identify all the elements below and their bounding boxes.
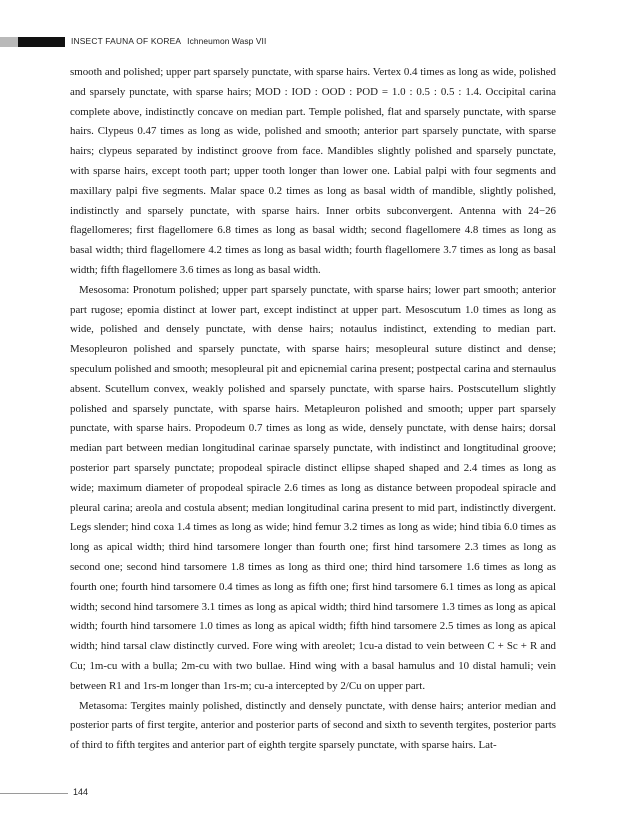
series-title: INSECT FAUNA OF KOREA	[71, 36, 182, 46]
running-header	[71, 36, 266, 46]
paragraph-metasoma: Metasoma: Tergites mainly polished, distinctly and densely punctate, with dense hairs; anterior median and posterior parts of first tergite, anterior and posterior parts of second and sixth to seventh tergites, posterior parts of third to fifth tergites and anterior part of eighth tergite sparsely punctate, with sparse hairs. Lat-	[70, 699, 556, 752]
paragraph-head: smooth and polished; upper part sparsely punctate, with sparse hairs. Vertex 0.4 times as long as wide, polished and sparsely punctate, with sparse hairs; MOD : IOD : OOD : POD = 1.0 : 0.5 : 0.5 : 1.4. Occipital carina complete above, indistinctly concave on median part. Temple polished, flat and sparsely punctate, with sparse hairs. Clypeus 0.47 times as long as wide, polished and smooth; anterior part sparsely punctate, with sparse hairs; clypeus separated by indistinct groove from face. Mandibles slightly polished and sparsely punctate, with sparse hairs, except tooth part; upper tooth longer than lower one. Labial palpi with four segments and maxillary palpi five segments. Malar space 0.2 times as long as basal width of mandible, slightly polished, indistinctly and sparsely punctate, with sparse hairs. Inner orbits subconvergent. Antenna with 24−26 flagellomeres; first flagellomere 6.8 times as long as basal width; second flagellomere 4.8 times as long as basal width; third flagellomere 4.2 times as long as basal width; fourth flagellomere 3.7 times as long as basal width; fifth flagellomere 3.6 times as long as basal width.	[70, 66, 556, 276]
header-black-bar	[18, 37, 65, 47]
paragraph-mesosoma: Mesosoma: Pronotum polished; upper part sparsely punctate, with sparse hairs; lower part smooth; anterior part rugose; epomia distinct at lower part, except indistinct at upper part. Mesoscutum 1.0 times as long as wide, polished and densely punctate, with dense hairs; notaulus indistinct, extending to median part. Mesopleuron polished and sparsely punctate, with sparse hairs; mesopleural suture distinct and dense; speculum polished and smooth; mesopleural pit and epicnemial carina present; postpectal carina and sternaulus absent. Scutellum convex, weakly polished and sparsely punctate, with sparse hairs. Postscutellum slightly polished and sparsely punctate, with sparse hairs. Metapleuron polished and smooth; upper part sparsely punctate, with sparse hairs. Propodeum 0.7 times as long as wide, densely punctate, with dense hairs; dorsal median part between median longitudinal carinae sparsely punctate, with indistinct and longtitudinal groove; posterior part sparsely punctate; propodeal spiracle distinct ellipse shaped shaped and 2.4 times as long as wide; maximum diameter of propodeal spiracle 2.6 times as long as distance between propodeal spiracle and pleural carina; areola and costula absent; median longitudinal carina present to mid part, indistinctly divergent. Legs slender; hind coxa 1.4 times as long as wide; hind femur 3.2 times as long as wide; hind tibia 6.0 times as long as apical width; third hind tarsomere longer than fourth one; first hind tarsomere 2.3 times as long as second one; second hind tarsomere 1.8 times as long as third one; third hind tarsomere 1.6 times as long as fourth one; fourth hind tarsomere 0.4 times as long as fifth one; first hind tarsomere 6.1 times as long as apical width; second hind tarsomere 3.1 times as long as apical width; third hind tarsomere 1.3 times as long as apical width; fourth hind tarsomere 1.0 times as long as apical width; fifth hind tarsomere 2.5 times as long as apical width; hind tarsal claw distinctly curved. Fore wing with areolet; 1cu-a distad to vein between C + Sc + R and Cu; 1m-cu with a bulla; 2m-cu with two bullae. Hind wing with a basal hamulus and 10 distal hamuli; vein between R1 and 1rs-m longer than 1rs-m; cu-a intercepted by 2/Cu on upper part.	[70, 283, 556, 692]
header-grey-bar	[0, 37, 18, 47]
footer-rule	[0, 793, 68, 794]
page-number: 144	[73, 787, 89, 797]
body-text	[70, 63, 556, 756]
volume-title: Ichneumon Wasp VII	[187, 36, 267, 46]
